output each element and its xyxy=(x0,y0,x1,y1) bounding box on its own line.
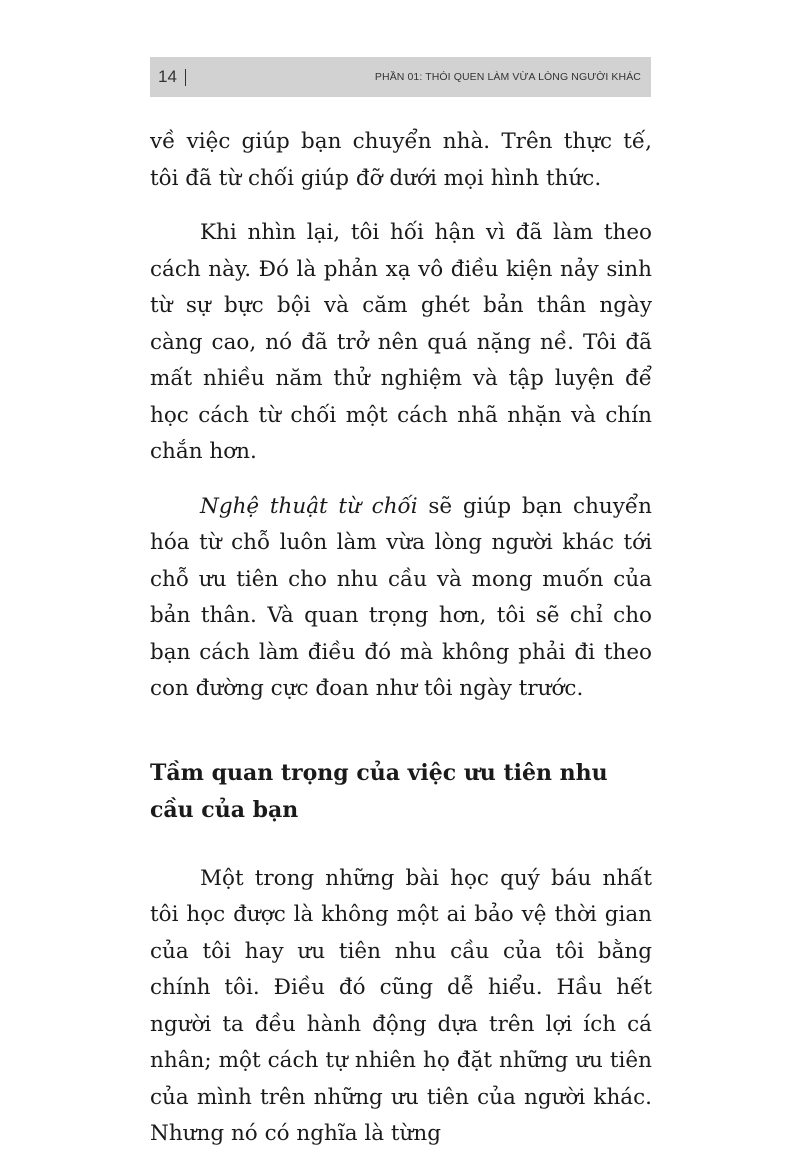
page-number: 14 xyxy=(158,67,177,86)
page-body xyxy=(150,124,652,1153)
paragraph-3-text: sẽ giúp bạn chuyển hóa từ chỗ luôn làm vừa lòng người khác tới chỗ ưu tiên cho nhu cầu và mong muốn của bản thân. Và quan trọng hơn, tôi sẽ chỉ cho bạn cách làm điều đó mà không phải đi theo con đường cực đoan như tôi ngày trước. xyxy=(150,493,652,701)
paragraph-3 xyxy=(150,489,652,708)
running-title: PHẦN 01: THÓI QUEN LÀM VỪA LÒNG NGƯỜI KHÁC xyxy=(374,71,641,83)
section-heading: Tầm quan trọng của việc ưu tiên nhu cầu của bạn xyxy=(150,759,608,823)
header-divider xyxy=(185,69,187,86)
book-title-italic: Nghệ thuật từ chối xyxy=(200,493,418,519)
running-header xyxy=(150,57,651,97)
paragraph-2: Khi nhìn lại, tôi hối hận vì đã làm theo cách này. Đó là phản xạ vô điều kiện nảy sinh từ sự bực bội và căm ghét bản thân ngày càng cao, nó đã trở nên quá nặng nề. Tôi đã mất nhiều năm thử nghiệm và tập luyện để học cách từ chối một cách nhã nhặn và chín chắn hơn. xyxy=(150,220,652,464)
paragraph-4: Một trong những bài học quý báu nhất tôi học được là không một ai bảo vệ thời gian của tôi hay ưu tiên nhu cầu của tôi bằng chính tôi. Điều đó cũng dễ hiểu. Hầu hết người ta đều hành động dựa trên lợi ích cá nhân; một cách tự nhiên họ đặt những ưu tiên của mình trên những ưu tiên của người khác. Nhưng nó có nghĩa là từng xyxy=(150,865,652,1146)
paragraph-1: về việc giúp bạn chuyển nhà. Trên thực tế, tôi đã từ chối giúp đỡ dưới mọi hình thức. xyxy=(150,129,652,191)
